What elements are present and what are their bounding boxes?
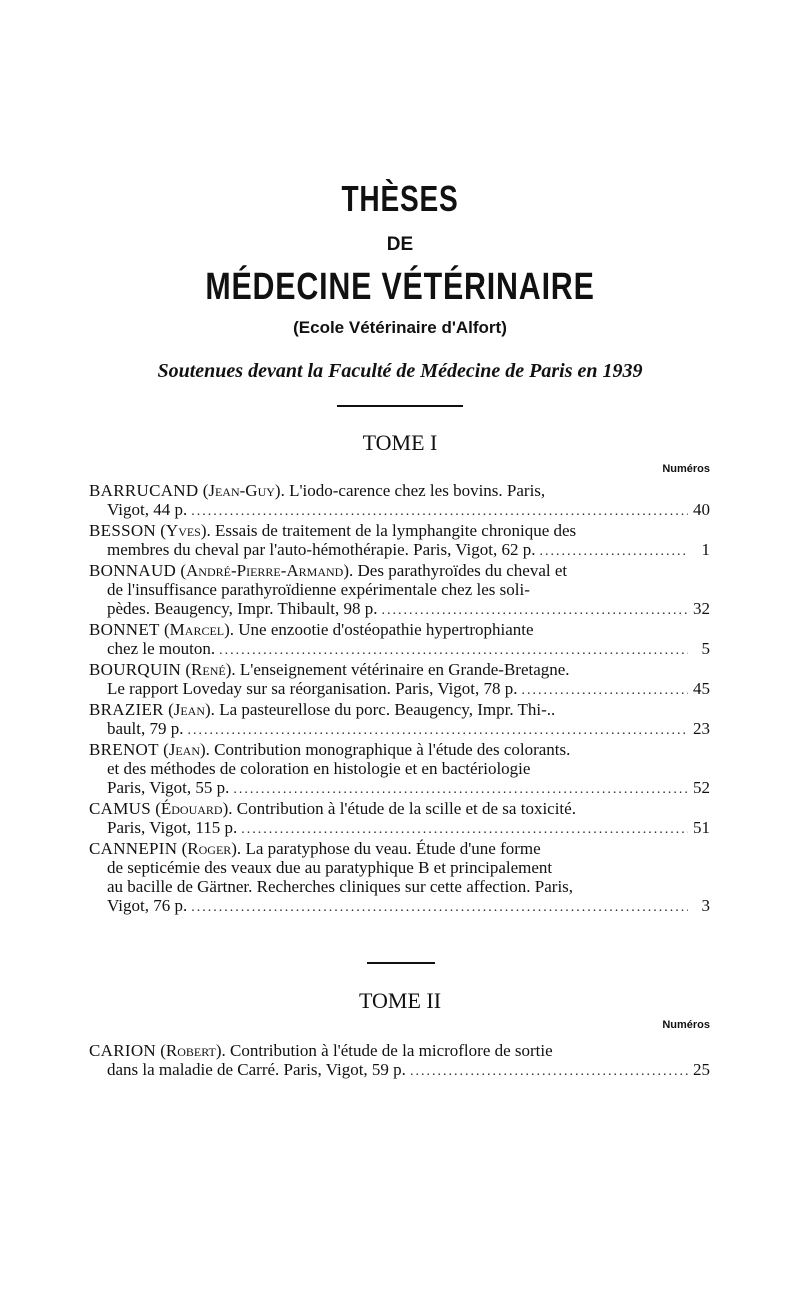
entry-last-line [89,599,710,620]
entry-last-line [89,778,710,799]
entry-author-surname: BONNAUD [89,561,177,580]
entry-number: 45 [693,679,710,698]
entry-last-line [89,818,710,839]
entry-title-text: Contribution à l'étude de la microflore de sortie [230,1041,553,1060]
bibliography-entry [89,660,710,700]
main-title-de: DE [386,234,414,255]
entry-first-line [89,799,710,818]
entry-first-line [89,1041,710,1060]
entry-publication: Le rapport Loveday sur sa réorganisation. Paris, Vigot, 78 p. [107,679,518,698]
bibliography-entry [89,561,710,620]
entry-author-surname: BARRUCAND [89,481,199,500]
entry-continuation: et des méthodes de coloration en histologie et en bactériologie [107,759,531,778]
entry-last-line [89,719,710,740]
leader-dots [219,641,688,660]
bibliography-entry [89,481,710,521]
entry-number: 32 [693,599,710,618]
entry-first-line [89,700,710,719]
entry-continuation: au bacille de Gärtner. Recherches cliniques sur cette affection. Paris, [107,877,574,896]
entry-publication: dans la maladie de Carré. Paris, Vigot, 59 p. [107,1060,406,1079]
entry-author-surname: CAMUS [89,799,151,818]
leader-dots [410,1062,688,1081]
entry-number: 40 [693,500,710,519]
entry-first-line [89,481,710,500]
entry-title-text: La pasteurellose du porc. Beaugency, Impr. Thi-.. [219,700,556,719]
divider-rule [367,962,435,964]
leader-dots [241,820,688,839]
leader-dots [191,898,688,917]
entry-title-text: Essais de traitement de la lymphangite chronique des [215,521,577,540]
tome-2-heading: TOME II [358,988,442,1013]
main-title-line1: THÈSES [341,178,459,219]
bibliography-entry [89,700,710,740]
main-title-line2: MÉDECINE VÉTÉRINAIRE [205,266,595,308]
entry-publication: Vigot, 44 p. [107,500,188,519]
entry-first-line [89,839,710,858]
subtitle: Soutenues devant la Faculté de Médecine de Paris en 1939 [157,360,643,382]
entry-number: 51 [693,818,710,837]
bibliography-entry [89,799,710,839]
entry-last-line [89,679,710,700]
entry-last-line [89,639,710,660]
bibliography-entry [89,839,710,917]
bibliography-entry [89,740,710,799]
entry-number: 1 [701,540,710,559]
divider-rule [337,405,463,407]
entry-publication: chez le mouton. [107,639,216,658]
entry-title-text: Contribution monographique à l'étude des colorants. [214,740,571,759]
entry-author-given: (Roger). [181,839,242,858]
entry-author-given: (Robert). [160,1041,226,1060]
entry-author-surname: CARION [89,1041,156,1060]
entry-title-text: La paratyphose du veau. Étude d'une forme [245,839,541,858]
entry-publication: Paris, Vigot, 55 p. [107,778,230,797]
entry-author-surname: BOURQUIN [89,660,182,679]
tome-1-entries [89,481,710,917]
leader-dots [382,601,688,620]
numeros-label: Numéros [662,1019,710,1031]
leader-dots [188,721,689,740]
leader-dots [233,780,688,799]
entry-last-line [89,540,710,561]
tome-2-entries [89,1041,710,1081]
entry-first-line [89,620,710,639]
entry-author-surname: BONNET [89,620,160,639]
bibliography-entry [89,1041,710,1081]
school-name: (Ecole Vétérinaire d'Alfort) [293,318,507,337]
leader-dots [522,681,688,700]
entry-publication: Vigot, 76 p. [107,896,188,915]
leader-dots [191,502,688,521]
entry-publication: bault, 79 p. [107,719,184,738]
entry-last-line [89,1060,710,1081]
entry-title-text: L'iodo-carence chez les bovins. Paris, [289,481,546,500]
entry-publication: Paris, Vigot, 115 p. [107,818,238,837]
leader-dots [540,542,688,561]
entry-author-given: (Jean). [163,740,210,759]
entry-number: 5 [701,639,710,658]
entry-title-text: Des parathyroïdes du cheval et [357,561,568,580]
entry-title-text: L'enseignement vétérinaire en Grande-Bretagne. [239,660,570,679]
entry-author-given: (Marcel). [164,620,235,639]
entry-first-line [89,521,710,540]
entry-author-given: (René). [185,660,236,679]
entry-author-surname: CANNEPIN [89,839,178,858]
entry-first-line [89,740,710,759]
entry-number: 25 [693,1060,710,1079]
numeros-label: Numéros [662,463,710,475]
entry-author-surname: BESSON [89,521,156,540]
entry-author-given: (Édouard). [155,799,233,818]
tome-1-heading: TOME I [362,430,438,455]
entry-author-given: (André-Pierre-Armand). [180,561,354,580]
bibliography-entry [89,521,710,561]
entry-last-line [89,500,710,521]
entry-title-text: Une enzootie d'ostéopathie hypertrophiante [238,620,534,639]
entry-first-line [89,660,710,679]
entry-number: 3 [701,896,710,915]
entry-last-line [89,896,710,917]
entry-author-given: (Jean-Guy). [202,481,285,500]
entry-author-surname: BRAZIER [89,700,164,719]
entry-first-line [89,561,710,580]
entry-title-text: Contribution à l'étude de la scille et de sa toxicité. [236,799,576,818]
entry-continuation: membres du cheval par l'auto-hémothérapie. Paris, Vigot, 62 p. [107,540,536,559]
entry-author-given: (Jean). [168,700,215,719]
entry-continuation: de septicémie des veaux due au paratyphique B et principalement [107,858,553,877]
entry-author-given: (Yves). [160,521,211,540]
entry-continuation: de l'insuffisance parathyroïdienne expérimentale chez les soli- [107,580,530,599]
entry-number: 52 [693,778,710,797]
bibliography-entry [89,620,710,660]
entry-publication: pèdes. Beaugency, Impr. Thibault, 98 p. [107,599,378,618]
entry-number: 23 [693,719,710,738]
entry-author-surname: BRENOT [89,740,159,759]
